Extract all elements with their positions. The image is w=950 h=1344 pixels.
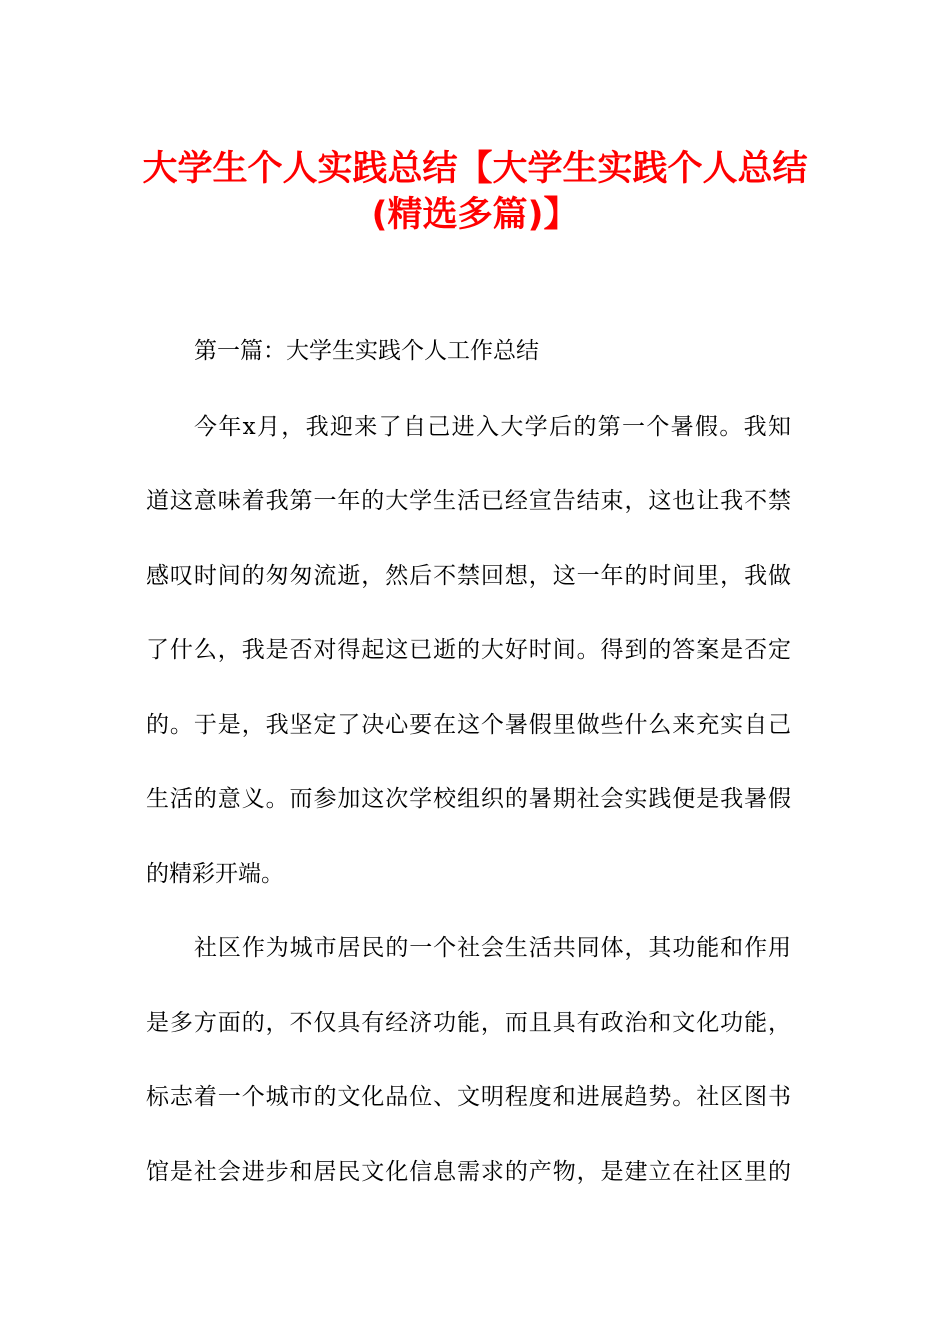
- paragraph-line: 了什么，我是否对得起这已逝的大好时间。得到的答案是否定: [146, 637, 791, 663]
- paragraph-line: 感叹时间的匆匆流逝，然后不禁回想，这一年的时间里，我做: [146, 563, 791, 589]
- paragraph-line: 今年x月，我迎来了自己进入大学后的第一个暑假。我知: [194, 414, 791, 440]
- paragraph-line: 是多方面的，不仅具有经济功能，而且具有政治和文化功能，: [146, 1010, 791, 1036]
- paragraph-line: 社区作为城市居民的一个社会生活共同体，其功能和作用: [194, 935, 791, 961]
- paragraph-line: 道这意味着我第一年的大学生活已经宣告结束，这也让我不禁: [146, 488, 791, 514]
- paragraph-line: 的精彩开端。: [146, 861, 284, 887]
- section-heading: 第一篇：大学生实践个人工作总结: [194, 338, 539, 364]
- paragraph-line: 生活的意义。而参加这次学校组织的暑期社会实践便是我暑假: [146, 786, 791, 812]
- paragraph-line: 标志着一个城市的文化品位、文明程度和进展趋势。社区图书: [146, 1084, 791, 1110]
- title-line-1: 大学生个人实践总结【大学生实践个人总结: [142, 149, 808, 189]
- paragraph-line: 馆是社会进步和居民文化信息需求的产物，是建立在社区里的: [146, 1159, 791, 1185]
- document-title: [140, 146, 810, 238]
- paragraph-line: 的。于是，我坚定了决心要在这个暑假里做些什么来充实自己: [146, 712, 791, 738]
- title-line-2: (精选多篇)】: [371, 195, 579, 235]
